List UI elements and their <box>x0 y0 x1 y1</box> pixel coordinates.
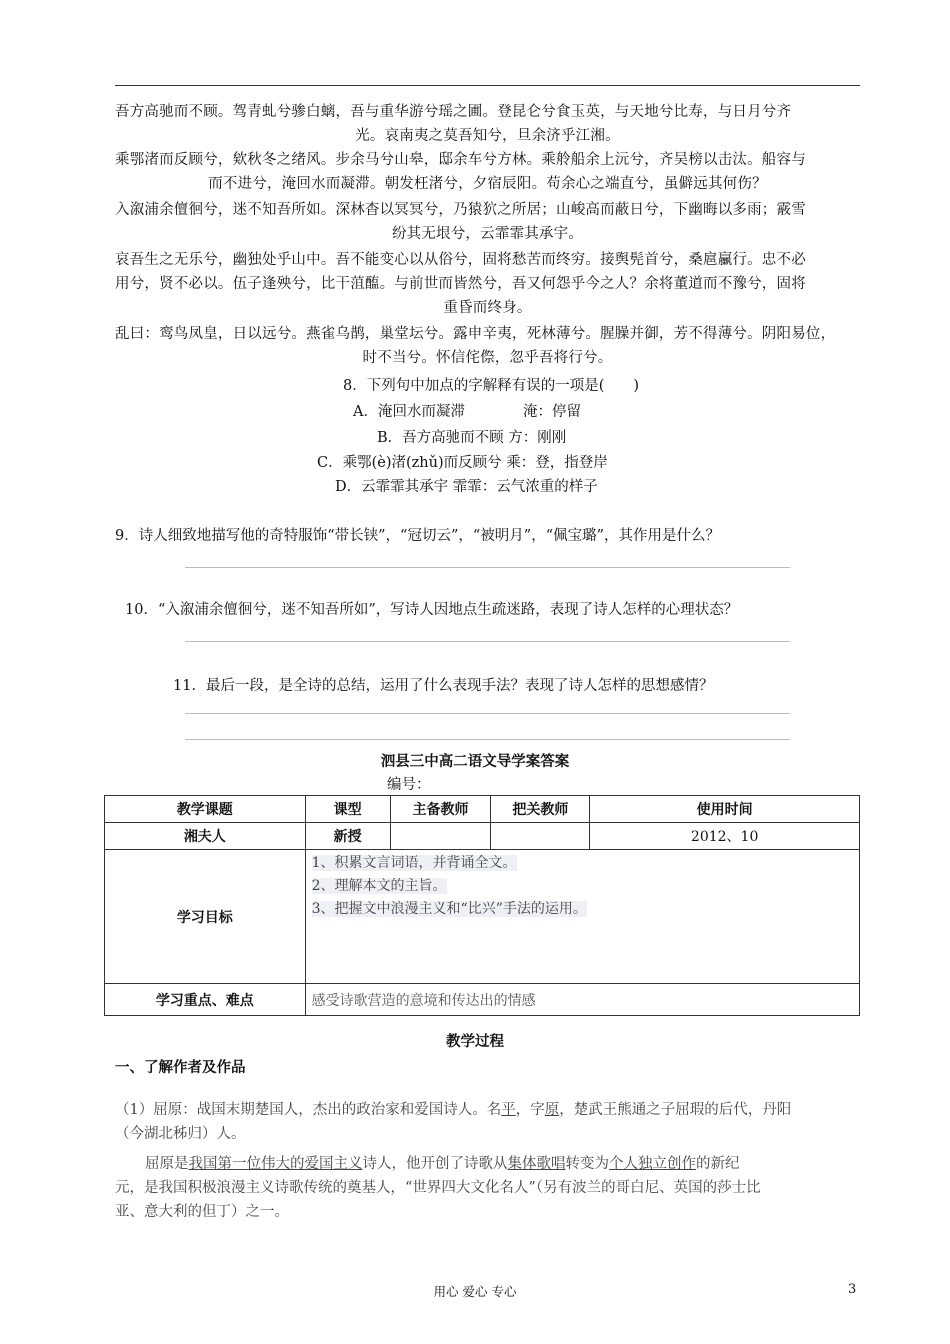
poem-paragraph-3: 入溆浦余儃徊兮，迷不知吾所如。深林杳以冥冥兮，乃猿狖之所居；山峻高而蔽日兮，下幽晦以多雨；霰雪 纷其无垠兮，云霏霏其承宇。 <box>115 202 806 242</box>
focus-row <box>105 984 860 1016</box>
question-9: 9．诗人细致地描写他的奇特服饰“带长铗”，“冠切云”，“被明月”，“佩宝璐”，其作用是什么？ <box>115 528 721 544</box>
answer-line[interactable] <box>185 567 790 568</box>
goal-item: 3、把握文中浪漫主义和“比兴”手法的运用。 <box>311 901 587 917</box>
poem-paragraph-2: 乘鄂渚而反顾兮，欸秋冬之绪风。步余马兮山皋，邸余车兮方林。乘舲船余上沅兮，齐吴榜以击汰。船容与 而不进兮，淹回水而凝滞。朝发枉渚兮，夕宿辰阳。苟余心之端直兮，虽僻远其何伤？ <box>115 152 806 192</box>
header-review-teacher: 把关教师 <box>491 796 590 823</box>
poem-paragraph-4: 哀吾生之无乐兮，幽独处乎山中。吾不能变心以从俗兮，固将愁苦而终穷。接舆髡首兮，桑扈臝行。忠不必 用兮，贤不必以。伍子逢殃兮，比干菹醢。与前世而皆然兮，吾又何怨乎今之人？余将董道而不豫兮，固将 重昏而终身。 <box>115 252 806 316</box>
serial-label: 编号： <box>387 777 431 793</box>
question-8-stem: 8．下列句中加点的字解释有误的一项是( ) <box>343 378 640 394</box>
header-topic: 教学课题 <box>105 796 306 823</box>
review-teacher-value <box>491 823 590 850</box>
question-10: 10．“入溆浦余儃徊兮，迷不知吾所如”，写诗人因地点生疏迷路，表现了诗人怎样的心理状态？ <box>125 602 739 618</box>
goal-item: 2、理解本文的主旨。 <box>311 878 447 894</box>
process-title: 教学过程 <box>446 1034 504 1050</box>
answer-line[interactable] <box>185 713 790 714</box>
focus-value: 感受诗歌营造的意境和传达出的情感 <box>305 984 859 1016</box>
question-11: 11．最后一段，是全诗的总结，运用了什么表现手法？表现了诗人怎样的思想感情？ <box>173 678 714 694</box>
answer-line[interactable] <box>185 739 790 740</box>
lesson-info-table <box>104 795 860 1016</box>
table-row <box>105 823 860 850</box>
table-header-row <box>105 796 860 823</box>
focus-label: 学习重点、难点 <box>105 984 306 1016</box>
section-heading: 一、了解作者及作品 <box>115 1060 246 1076</box>
goal-item: 1、积累文言词语，并背诵全文。 <box>311 855 517 871</box>
poem-paragraph-5: 乱曰：鸾鸟凤皇，日以远兮。燕雀乌鹊，巢堂坛兮。露申辛夷，死林薄兮。腥臊并御，芳不得薄兮。阴阳易位， 时不当兮。怀信侘傺，忽乎吾将行兮。 <box>115 326 836 366</box>
type-value: 新授 <box>305 823 390 850</box>
topic-value: 湘夫人 <box>105 823 306 850</box>
goals-row <box>105 850 860 984</box>
author-intro: （1）屈原：战国末期楚国人，杰出的政治家和爱国诗人。名平，字原，楚武王熊通之子屈瑕的后代，丹阳 （今湖北秭归）人。 屈原是我国第一位伟大的爱国主义诗人，他开创了诗歌从集体歌唱转变为个人独立创作的新纪 元，是我国积极浪漫主义诗歌传统的奠基人，“世界四大文化名人”（另有波兰的哥白尼、英国的莎士比 亚、意大利的但丁）之一。 <box>115 1102 792 1220</box>
header-lead-teacher: 主备教师 <box>390 796 491 823</box>
answer-title: 泗县三中高二语文导学案答案 <box>380 754 570 770</box>
question-8-option-d: D．云霏霏其承宇 霏霏：云气浓重的样子 <box>335 479 598 495</box>
header-date: 使用时间 <box>590 796 860 823</box>
page-number: 3 <box>848 1282 857 1297</box>
page-footer: 用心 爱心 专心 <box>433 1284 517 1299</box>
lead-teacher-value <box>390 823 491 850</box>
header-rule <box>115 85 860 86</box>
question-8-option-a: A．淹回水而凝滞 淹：停留 <box>353 404 581 420</box>
date-value: 2012、10 <box>590 823 860 850</box>
header-type: 课型 <box>305 796 390 823</box>
poem-paragraph-1: 吾方高驰而不顾。驾青虬兮骖白螭，吾与重华游兮瑶之圃。登昆仑兮食玉英，与天地兮比寿，与日月兮齐 光。哀南夷之莫吾知兮，旦余济乎江湘。 <box>115 104 792 144</box>
goals-cell <box>305 850 859 984</box>
goals-label: 学习目标 <box>105 850 306 984</box>
question-8-option-c: C．乘鄂(è)渚(zhǔ)而反顾兮 乘：登，指登岸 <box>317 455 608 471</box>
answer-line[interactable] <box>185 641 790 642</box>
question-8-option-b: B．吾方高驰而不顾 方：刚刚 <box>377 430 567 446</box>
